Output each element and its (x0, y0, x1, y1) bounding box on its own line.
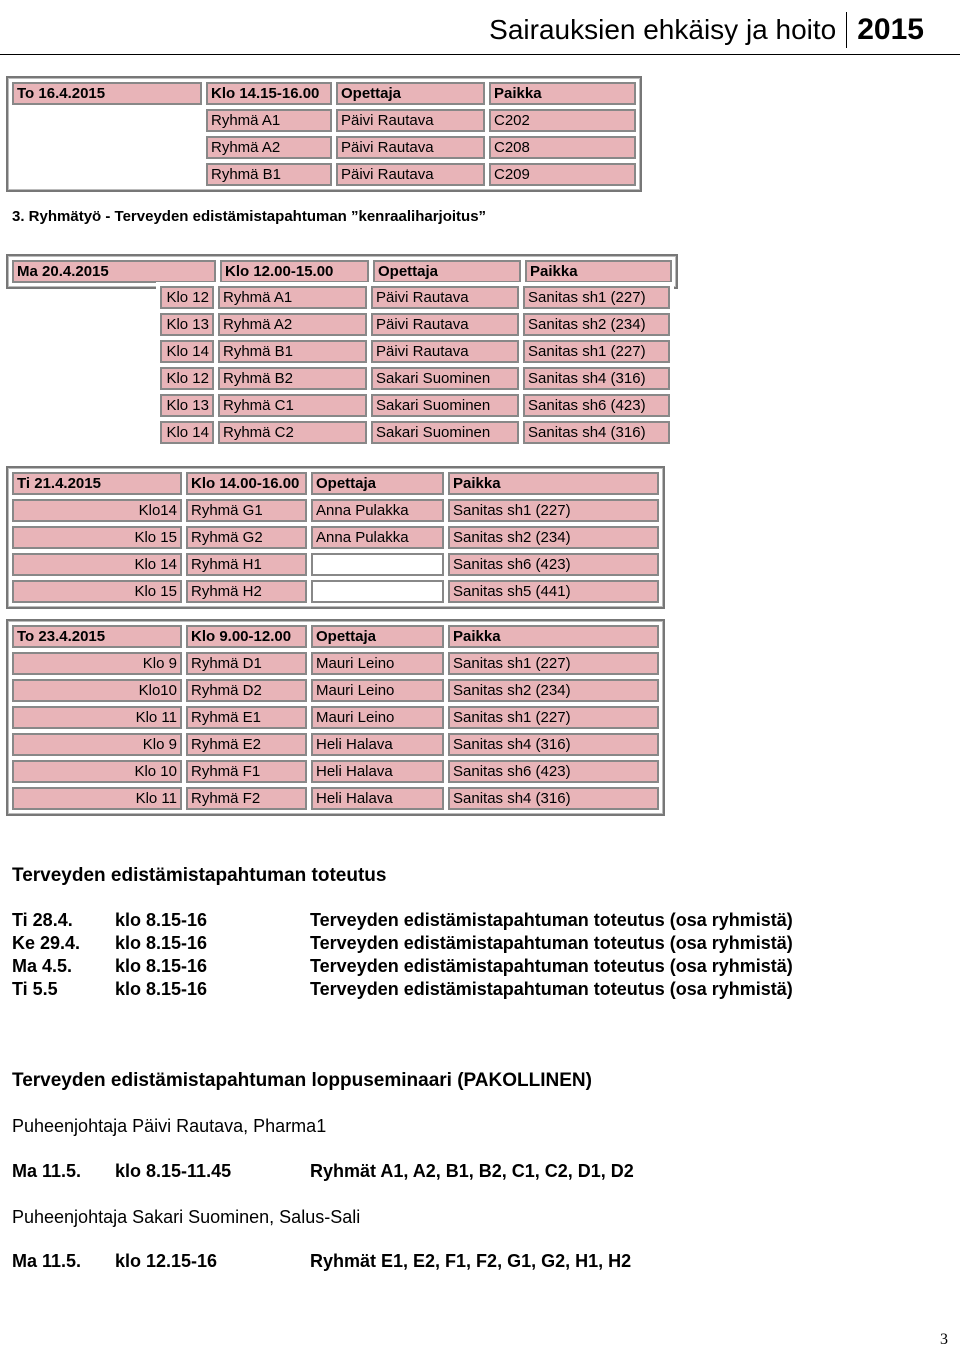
table-cell: Paikka (489, 82, 636, 105)
table-header-row (12, 472, 659, 495)
header-year: 2015 (857, 13, 924, 46)
table-row (12, 760, 659, 783)
table-cell: Klo 13 (160, 313, 214, 336)
table-cell: Sanitas sh2 (234) (448, 526, 659, 549)
table-cell: Päivi Rautava (371, 340, 519, 363)
chair-line-1: Puheenjohtaja Päivi Rautava, Pharma1 (12, 1116, 327, 1136)
toteutus-title: Terveyden edistämistapahtuman toteutus (12, 865, 387, 886)
table-cell: Sanitas sh1 (227) (448, 652, 659, 675)
table-cell: Klo 10 (12, 760, 182, 783)
table-cell: Heli Halava (311, 760, 444, 783)
table-cell: Paikka (448, 625, 659, 648)
table-cell: Ryhmä G2 (186, 526, 307, 549)
date-text: Ti 28.4. (12, 910, 73, 930)
table-cell: Mauri Leino (311, 679, 444, 702)
table-cell: Sanitas sh2 (234) (448, 679, 659, 702)
table-cell: Klo 13 (160, 394, 214, 417)
table-cell (311, 580, 444, 603)
table-cell: Päivi Rautava (336, 109, 485, 132)
table-cell: Heli Halava (311, 733, 444, 756)
time-text: klo 8.15-16 (115, 933, 208, 953)
table-cell: Ryhmä A2 (206, 136, 332, 159)
event-text: Terveyden edistämistapahtuman toteutus (osa ryhmistä) (310, 933, 793, 953)
table-cell: Ryhmä C2 (218, 421, 367, 444)
table-header-row (12, 260, 672, 283)
table-cell: Sakari Suominen (371, 367, 519, 390)
table-cell: Ryhmä B1 (206, 163, 332, 186)
table-row (160, 340, 670, 363)
table-cell: Päivi Rautava (371, 286, 519, 309)
time-text: klo 8.15-16 (115, 956, 208, 976)
header-rule (0, 54, 960, 55)
seminar-row-1 (12, 1161, 634, 1182)
chair-line-2: Puheenjohtaja Sakari Suominen, Salus-Sali (12, 1207, 361, 1227)
table-cell: Sanitas sh4 (316) (448, 787, 659, 810)
document-header (489, 10, 924, 50)
header-title: Sairauksien ehkäisy ja hoito (489, 14, 837, 45)
table-cell: Ryhmä A1 (206, 109, 332, 132)
table-cell: Ryhmä A1 (218, 286, 367, 309)
groups-text: Ryhmät E1, E2, F1, F2, G1, G2, H1, H2 (310, 1251, 632, 1271)
date-text: Ke 29.4. (12, 933, 81, 953)
table-cell: Ti 21.4.2015 (12, 472, 182, 495)
toteutus-row (12, 979, 793, 1000)
table-cell: Paikka (448, 472, 659, 495)
table-cell (311, 553, 444, 576)
table-cell: Sanitas sh4 (316) (523, 421, 670, 444)
table-cell: Sanitas sh4 (316) (448, 733, 659, 756)
table-cell: Opettaja (336, 82, 485, 105)
table-row (12, 499, 659, 522)
date-text: Ma 11.5. (12, 1251, 82, 1271)
table-cell: To 23.4.2015 (12, 625, 182, 648)
table-cell: Opettaja (311, 472, 444, 495)
date-text: Ma 11.5. (12, 1161, 82, 1181)
table-cell: Ryhmä B2 (218, 367, 367, 390)
table-cell: Klo 14.00-16.00 (186, 472, 307, 495)
time-text: klo 8.15-16 (115, 979, 208, 999)
table-cell: Ryhmä G1 (186, 499, 307, 522)
table-row (160, 367, 670, 390)
table-cell: Sanitas sh6 (423) (523, 394, 670, 417)
time-text: klo 12.15-16 (115, 1251, 218, 1271)
table-cell: Klo 14 (12, 553, 182, 576)
table-cell: Klo 9 (12, 652, 182, 675)
table-cell: To 16.4.2015 (12, 82, 202, 105)
toteutus-row (12, 910, 793, 931)
table-row (12, 109, 636, 132)
table-cell: Sanitas sh1 (227) (523, 286, 670, 309)
table-cell: Päivi Rautava (336, 163, 485, 186)
header-separator (846, 12, 847, 48)
table-cell: Heli Halava (311, 787, 444, 810)
table-cell: Ryhmä D2 (186, 679, 307, 702)
table-row (12, 580, 659, 603)
table-cell (12, 163, 202, 186)
table-cell: Klo 11 (12, 706, 182, 729)
table-cell: Anna Pulakka (311, 526, 444, 549)
table-cell: Ryhmä F1 (186, 760, 307, 783)
table-row (12, 163, 636, 186)
table-cell: Ryhmä F2 (186, 787, 307, 810)
table-row (12, 136, 636, 159)
table-cell: Klo 14 (160, 421, 214, 444)
table-cell: Klo 12 (160, 286, 214, 309)
schedule-table-2-body (156, 282, 674, 448)
table-cell: Klo 9 (12, 733, 182, 756)
table-header-row (12, 625, 659, 648)
table-cell: Klo 15 (12, 526, 182, 549)
table-cell: Sanitas sh1 (227) (523, 340, 670, 363)
table-cell: Ryhmä H2 (186, 580, 307, 603)
table-cell: Mauri Leino (311, 706, 444, 729)
table-cell: Klo 12 (160, 367, 214, 390)
toteutus-row (12, 956, 793, 977)
table-cell (12, 136, 202, 159)
table-row (160, 421, 670, 444)
table-cell: Ryhmä E2 (186, 733, 307, 756)
schedule-table-4 (6, 619, 665, 816)
table-row (160, 286, 670, 309)
page-number: 3 (940, 1331, 948, 1348)
table-cell: Opettaja (311, 625, 444, 648)
table-cell: Klo 15 (12, 580, 182, 603)
table-row (12, 787, 659, 810)
table-cell: Päivi Rautava (336, 136, 485, 159)
schedule-table-3 (6, 466, 665, 609)
table-cell: Klo 9.00-12.00 (186, 625, 307, 648)
schedule-table-1 (6, 76, 642, 192)
table-row (12, 733, 659, 756)
table-row (12, 553, 659, 576)
table-cell: Sanitas sh4 (316) (523, 367, 670, 390)
table-cell: Sanitas sh1 (227) (448, 706, 659, 729)
table-cell: Sanitas sh1 (227) (448, 499, 659, 522)
table-cell: Klo 12.00-15.00 (220, 260, 369, 283)
table-cell: Ryhmä E1 (186, 706, 307, 729)
table-cell: C202 (489, 109, 636, 132)
table-row (160, 313, 670, 336)
table-cell: Ryhmä B1 (218, 340, 367, 363)
section-3-title: 3. Ryhmätyö - Terveyden edistämistapahtuman ”kenraaliharjoitus” (12, 208, 487, 225)
table-cell: Mauri Leino (311, 652, 444, 675)
table-cell: Klo 14.15-16.00 (206, 82, 332, 105)
time-text: klo 8.15-16 (115, 910, 208, 930)
table-cell: Sanitas sh2 (234) (523, 313, 670, 336)
table-cell: Ryhmä A2 (218, 313, 367, 336)
table-cell: Sanitas sh5 (441) (448, 580, 659, 603)
table-cell: Anna Pulakka (311, 499, 444, 522)
table-cell: Ma 20.4.2015 (12, 260, 216, 283)
table-cell: Sanitas sh6 (423) (448, 760, 659, 783)
table-cell: Sakari Suominen (371, 394, 519, 417)
date-text: Ma 4.5. (12, 956, 73, 976)
table-cell: Opettaja (373, 260, 521, 283)
table-header-row (12, 82, 636, 105)
toteutus-row (12, 933, 793, 954)
event-text: Terveyden edistämistapahtuman toteutus (osa ryhmistä) (310, 910, 793, 930)
table-row (160, 394, 670, 417)
table-cell: Sakari Suominen (371, 421, 519, 444)
table-cell: Klo10 (12, 679, 182, 702)
table-cell: Päivi Rautava (371, 313, 519, 336)
table-cell: Sanitas sh6 (423) (448, 553, 659, 576)
table-cell: Klo 14 (160, 340, 214, 363)
table-cell: C209 (489, 163, 636, 186)
table-cell: Ryhmä D1 (186, 652, 307, 675)
table-cell: C208 (489, 136, 636, 159)
table-row (12, 526, 659, 549)
table-row (12, 679, 659, 702)
loppuseminaari-title: Terveyden edistämistapahtuman loppuseminaari (PAKOLLINEN) (12, 1070, 592, 1091)
table-cell (12, 109, 202, 132)
groups-text: Ryhmät A1, A2, B1, B2, C1, C2, D1, D2 (310, 1161, 634, 1181)
table-row (12, 652, 659, 675)
event-text: Terveyden edistämistapahtuman toteutus (osa ryhmistä) (310, 956, 793, 976)
date-text: Ti 5.5 (12, 979, 58, 999)
table-cell: Ryhmä C1 (218, 394, 367, 417)
table-cell: Ryhmä H1 (186, 553, 307, 576)
seminar-row-2 (12, 1251, 631, 1272)
table-row (12, 706, 659, 729)
time-text: klo 8.15-11.45 (115, 1161, 232, 1181)
event-text: Terveyden edistämistapahtuman toteutus (osa ryhmistä) (310, 979, 793, 999)
table-cell: Klo 11 (12, 787, 182, 810)
table-cell: Klo14 (12, 499, 182, 522)
table-cell: Paikka (525, 260, 672, 283)
